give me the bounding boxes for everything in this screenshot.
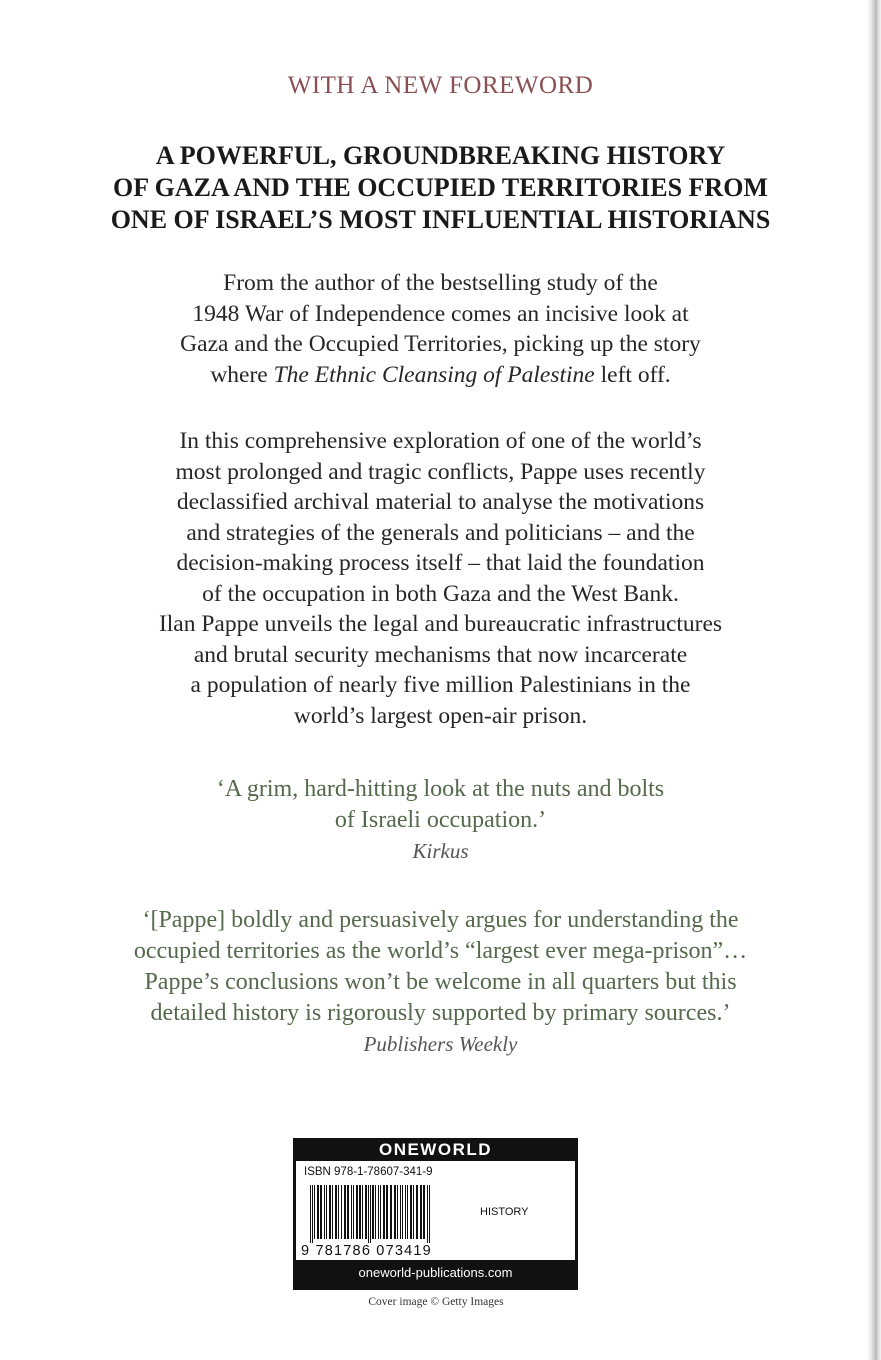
isbn-text: ISBN 978-1-78607-341-9 — [304, 1166, 433, 1178]
intro-last-suffix: left off. — [594, 361, 671, 388]
barcode-bar — [407, 1185, 408, 1239]
body-line: In this comprehensive exploration of one of the world’s — [179, 428, 702, 454]
barcode-bar — [317, 1185, 319, 1239]
barcode-digits: 9 781786 073419 — [301, 1243, 432, 1259]
headline — [0, 140, 881, 236]
body-line: most prolonged and tragic conflicts, Pappe uses recently — [175, 458, 706, 485]
review-quote-kirkus — [0, 774, 881, 866]
barcode-bar — [347, 1185, 349, 1239]
barcode-guard-bar — [370, 1185, 371, 1243]
review-quote-publishers-weekly — [0, 905, 881, 1059]
intro-line: From the author of the bestselling study of the — [223, 270, 658, 296]
barcode-bar — [416, 1185, 418, 1239]
barcode-bar — [320, 1185, 322, 1239]
barcode-bar — [365, 1185, 367, 1239]
barcode-bar — [405, 1185, 406, 1239]
barcode-guard-bar — [427, 1185, 428, 1243]
intro-line: Gaza and the Occupied Territories, picking up the story — [180, 331, 701, 357]
barcode-guard-bar — [312, 1185, 313, 1243]
barcode-bar — [351, 1185, 352, 1239]
headline-line: A POWERFUL, GROUNDBREAKING HISTORY — [155, 141, 726, 170]
foreword-kicker: WITH A NEW FOREWORD — [287, 72, 594, 99]
barcode-bar — [386, 1185, 388, 1239]
barcode-bar — [423, 1185, 425, 1239]
barcode-bar — [326, 1185, 327, 1239]
barcode-bar — [383, 1185, 385, 1239]
barcode-bar — [400, 1185, 401, 1239]
barcode-bar — [353, 1185, 354, 1239]
barcode-bar — [380, 1185, 381, 1239]
barcode-bar — [329, 1185, 331, 1239]
barcode-bar — [413, 1185, 414, 1239]
barcode-bar — [341, 1185, 342, 1239]
barcode-bar — [338, 1185, 339, 1239]
barcode-bar — [344, 1185, 346, 1239]
barcode-bar — [356, 1185, 358, 1239]
intro-paragraph — [0, 268, 881, 390]
publisher-logo: ONEWORLD — [378, 1140, 493, 1159]
quote-source: Kirkus — [412, 839, 469, 863]
publisher-website: oneworld-publications.com — [358, 1265, 513, 1280]
intro-last-line — [0, 360, 881, 391]
barcode-bars — [308, 1185, 453, 1243]
barcode-guard-bar — [310, 1185, 311, 1243]
barcode-guard-bar — [429, 1185, 430, 1243]
body-paragraph — [0, 426, 881, 731]
barcode-bar — [324, 1185, 325, 1239]
body-line: of the occupation in both Gaza and the West Bank. — [202, 580, 679, 607]
body-line: a population of nearly five million Palestinians in the — [190, 672, 691, 698]
barcode-bar — [372, 1185, 374, 1239]
headline-line: ONE OF ISRAEL’S MOST INFLUENTIAL HISTORIANS — [110, 205, 771, 234]
barcode-bar — [314, 1185, 315, 1239]
body-line: Ilan Pappe unveils the legal and bureaucratic infrastructures — [158, 611, 723, 637]
barcode-label — [296, 1161, 575, 1260]
cover-image-credit: Cover image © Getty Images — [368, 1296, 504, 1308]
body-line: declassified archival material to analyse the motivations — [176, 489, 705, 515]
barcode-guard-bar — [368, 1185, 369, 1243]
quote-line: ‘[Pappe] boldly and persuasively argues for understanding the — [142, 907, 739, 933]
barcode-bar — [390, 1185, 392, 1239]
body-line: and strategies of the generals and politicians – and the — [186, 519, 695, 546]
category-label: HISTORY — [480, 1206, 529, 1218]
barcode-bar — [378, 1185, 379, 1239]
book-title: The Ethnic Cleansing of Palestine — [273, 361, 595, 388]
intro-last-prefix: where — [210, 361, 274, 388]
body-line: and brutal security mechanisms that now incarcerate — [193, 641, 688, 668]
barcode-bar — [362, 1185, 363, 1239]
barcode-bar — [375, 1185, 376, 1239]
quote-line: ‘A grim, hard-hitting look at the nuts and bolts — [216, 776, 665, 802]
barcode-bar — [332, 1185, 333, 1239]
headline-line: OF GAZA AND THE OCCUPIED TERRITORIES FROM — [113, 173, 768, 202]
barcode-bar — [420, 1185, 422, 1239]
quote-line: occupied territories as the world’s “largest ever mega-prison”… — [133, 938, 748, 964]
barcode-bar — [397, 1185, 398, 1239]
quote-line: Pappe’s conclusions won’t be welcome in all quarters but this — [144, 969, 737, 995]
barcode-bar — [335, 1185, 337, 1239]
body-line: decision-making process itself – that laid the foundation — [176, 550, 705, 576]
body-line: world’s largest open-air prison. — [293, 702, 588, 729]
intro-line: 1948 War of Independence comes an incisive look at — [192, 300, 689, 327]
barcode-panel — [293, 1138, 578, 1290]
barcode-bar — [359, 1185, 361, 1239]
quote-line: of Israeli occupation.’ — [334, 807, 547, 833]
quote-source: Publishers Weekly — [363, 1032, 518, 1056]
barcode-bar — [410, 1185, 412, 1239]
quote-line: detailed history is rigorously supported by primary sources.’ — [150, 1000, 731, 1026]
barcode-bar — [402, 1185, 403, 1239]
barcode-bar — [394, 1185, 396, 1239]
